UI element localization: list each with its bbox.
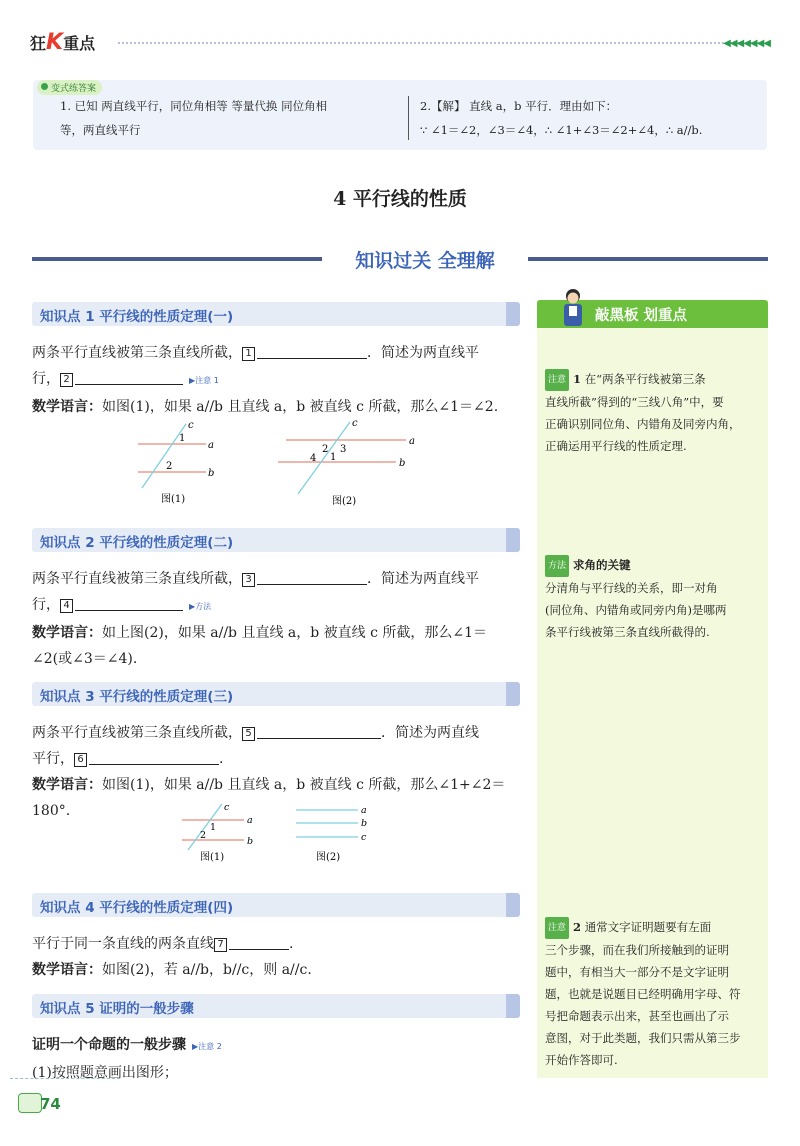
- kp5-bar: [32, 994, 520, 1018]
- line-c: [298, 422, 350, 494]
- kp1-bar: [32, 302, 520, 326]
- label-c: c: [224, 802, 230, 813]
- label-a: a: [409, 436, 415, 447]
- kp1-label: 知识点 1 平行线的性质定理(一): [40, 309, 234, 325]
- caption-fig-1: 图(1): [200, 852, 225, 863]
- label-b: b: [361, 818, 368, 829]
- kp4-text: [32, 931, 522, 983]
- kp2-t1: 两条平行直线被第三条直线所截，: [32, 571, 242, 587]
- method-line: (同位角、内错角或同旁内角)是哪两: [545, 603, 727, 617]
- kp2-text: [32, 566, 522, 672]
- kp3-t1: 两条平行直线被第三条直线所截，: [32, 725, 242, 741]
- label-a: a: [361, 805, 367, 816]
- angle-2-label: 2: [200, 830, 207, 841]
- header-dotted-line: [118, 42, 768, 44]
- note-2-line: 题，也就是说题目已经明确用字母、符: [545, 987, 741, 1001]
- kp4-math: 如图(2)，若 a//b，b//c，则 a//c.: [102, 962, 312, 978]
- angle-3-label: 3: [340, 444, 347, 455]
- logo-tail: 重点: [63, 34, 96, 53]
- blank-num-7: 7: [214, 938, 227, 952]
- note-2-line: 题中，有相当大一部分不是文字证明: [545, 965, 729, 979]
- kp3-math: 如图(1)，如果 a//b 且直线 a，b 被直线 c 所截，那么∠1+∠2＝180°.: [32, 777, 506, 819]
- figure-3-1: [182, 802, 253, 863]
- kp1-math-label: 数学语言：: [32, 399, 102, 415]
- kp2-math-2: ∠2(或∠3＝∠4).: [32, 651, 138, 667]
- label-c: c: [188, 420, 194, 431]
- blank-num-2: 2: [60, 373, 73, 387]
- note-2-line: 意图，对于此类题，我们只需从第三步: [545, 1031, 741, 1045]
- sidebar-header: [537, 300, 768, 328]
- note-1-line: 正确运用平行线的性质定理.: [545, 439, 687, 453]
- kp3-bar: [32, 682, 520, 706]
- blank-num-5: 5: [242, 727, 255, 741]
- note-1-line: 在“两条平行线被第三条: [584, 372, 706, 386]
- note-2-line: 号把命题表示出来，甚至也画出了示: [545, 1009, 729, 1023]
- note-1-line: 直线所截”得到的“三线八角”中，要: [545, 395, 724, 409]
- label-a: a: [208, 440, 214, 451]
- caption-fig-2: 图(2): [332, 496, 357, 507]
- blank-1[interactable]: [257, 343, 367, 359]
- angle-4-label: 4: [310, 453, 317, 464]
- kp2-t2: ．简述为两直线平: [367, 571, 479, 587]
- kp5-head: 证明一个命题的一般步骤: [32, 1037, 186, 1053]
- blank-7[interactable]: [229, 934, 289, 950]
- kp3-figures: [172, 800, 382, 864]
- kp2-math-label: 数学语言：: [32, 625, 102, 641]
- answer-1-line-2: 等，两直线平行: [60, 123, 141, 137]
- kp5-label: 知识点 5 证明的一般步骤: [40, 1001, 194, 1017]
- blank-5[interactable]: [257, 723, 381, 739]
- note-2-num: 2: [573, 920, 582, 934]
- kp4-t1: 平行于同一条直线的两条直线: [32, 936, 214, 952]
- page-title: 4 平行线的性质: [333, 188, 467, 210]
- logo: [30, 30, 95, 55]
- note-1-tag: 注意: [545, 369, 569, 391]
- label-c: c: [361, 832, 367, 843]
- page-number: 74: [40, 1095, 61, 1113]
- method-tag: 方法: [545, 555, 569, 577]
- answer-tag: 变式练答案: [37, 80, 102, 95]
- angle-2-label: 2: [322, 444, 329, 455]
- kp1-figures: [128, 418, 428, 510]
- note-2-line: 通常文字证明题要有左面: [584, 920, 712, 934]
- kp1-t3: 行，: [32, 371, 60, 387]
- ref-note-2[interactable]: ▶注意 2: [192, 1042, 222, 1051]
- banner-line-right: [528, 257, 768, 261]
- kp3-math-label: 数学语言：: [32, 777, 102, 793]
- kp1-math: 如图(1)，如果 a//b 且直线 a，b 被直线 c 所截，那么∠1＝∠2.: [102, 399, 499, 415]
- method-line: 分清角与平行线的关系，即一对角: [545, 581, 718, 595]
- kp5-step-1: (1)按照题意画出图形；: [32, 1065, 178, 1081]
- kp4-label: 知识点 4 平行线的性质定理(四): [40, 900, 234, 916]
- blank-6[interactable]: [89, 749, 219, 765]
- blank-2[interactable]: [75, 369, 183, 385]
- label-a: a: [247, 815, 253, 826]
- teacher-icon: [555, 286, 591, 328]
- caption-fig-2: 图(2): [316, 852, 341, 863]
- answer-2-line-2: ∵ ∠1＝∠2，∠3＝∠4，∴ ∠1+∠3＝∠2+∠4，∴ a//b.: [420, 123, 703, 137]
- label-c: c: [352, 418, 358, 429]
- footer-dashed-line: [10, 1078, 120, 1079]
- answer-item-1: [60, 94, 405, 142]
- blank-num-4: 4: [60, 599, 73, 613]
- kp2-math-1: 如上图(2)，如果 a//b 且直线 a，b 被直线 c 所截，那么∠1＝: [102, 625, 488, 641]
- label-b: b: [247, 836, 254, 847]
- caption-fig-1: 图(1): [161, 494, 186, 505]
- kp3-t2: ．简述为两直线: [381, 725, 479, 741]
- header-arrows-icon: ◀◀◀◀◀◀◀: [723, 38, 770, 49]
- kp1-t2: ．简述为两直线平: [367, 345, 479, 361]
- answer-item-2: [420, 94, 765, 142]
- note-2-tag: 注意: [545, 917, 569, 939]
- figure-3-2: [296, 805, 367, 863]
- kp2-bar: [32, 528, 520, 552]
- note-1-num: 1: [573, 372, 582, 386]
- line-c: [188, 804, 222, 850]
- method-line: 条平行线被第三条直线所截得的.: [545, 625, 710, 639]
- label-b: b: [208, 468, 215, 479]
- blank-num-6: 6: [74, 753, 87, 767]
- note-2-line: 开始作答即可.: [545, 1053, 618, 1067]
- logo-main: 狂: [30, 34, 47, 53]
- angle-1-label: 1: [179, 433, 186, 444]
- kp1-t1: 两条平行直线被第三条直线所截，: [32, 345, 242, 361]
- kp2-label: 知识点 2 平行线的性质定理(二): [40, 535, 234, 551]
- label-b: b: [399, 458, 406, 469]
- kp2-t3: 行，: [32, 597, 60, 613]
- sidebar-header-label: 敲黑板 划重点: [595, 308, 688, 324]
- compass-icon: [18, 1093, 42, 1113]
- angle-1-label: 1: [210, 822, 217, 833]
- kp4-math-label: 数学语言：: [32, 962, 102, 978]
- blank-num-1: 1: [242, 347, 255, 361]
- sidebar-note-1: [545, 368, 765, 457]
- kp4-t2: .: [289, 936, 294, 952]
- section-banner: [32, 246, 768, 272]
- answer-1-line-1: 1. 已知 两直线平行，同位角相等 等量代换 同位角相: [60, 99, 328, 113]
- angle-2-label: 2: [166, 461, 173, 472]
- figure-1: [138, 420, 214, 505]
- figure-2: [278, 418, 415, 507]
- answer-divider: [408, 96, 409, 140]
- ref-note-1[interactable]: ▶注意 1: [189, 376, 219, 385]
- blank-3[interactable]: [257, 569, 367, 585]
- method-title: 求角的关键: [573, 558, 631, 572]
- banner-line-left: [32, 257, 322, 261]
- kp3-label: 知识点 3 平行线的性质定理(三): [40, 689, 234, 705]
- kp4-bar: [32, 893, 520, 917]
- sidebar-note-2: [545, 916, 765, 1071]
- blank-4[interactable]: [75, 595, 183, 611]
- banner-label: 知识过关 全理解: [326, 246, 524, 273]
- kp3-t3: 平行，: [32, 751, 74, 767]
- ref-method[interactable]: ▶方法: [189, 602, 212, 611]
- kp3-t4: .: [219, 751, 224, 767]
- kp1-text: [32, 340, 522, 420]
- note-1-line: 正确识别同位角、内错角及同旁内角，: [545, 417, 741, 431]
- note-2-line: 三个步骤，而在我们所接触到的证明: [545, 943, 729, 957]
- sidebar-method: [545, 554, 765, 643]
- blank-num-3: 3: [242, 573, 255, 587]
- answer-2-line-1: 2.【解】 直线 a，b 平行．理由如下：: [420, 99, 618, 113]
- logo-k: K: [46, 30, 64, 55]
- angle-1-label: 1: [330, 452, 337, 463]
